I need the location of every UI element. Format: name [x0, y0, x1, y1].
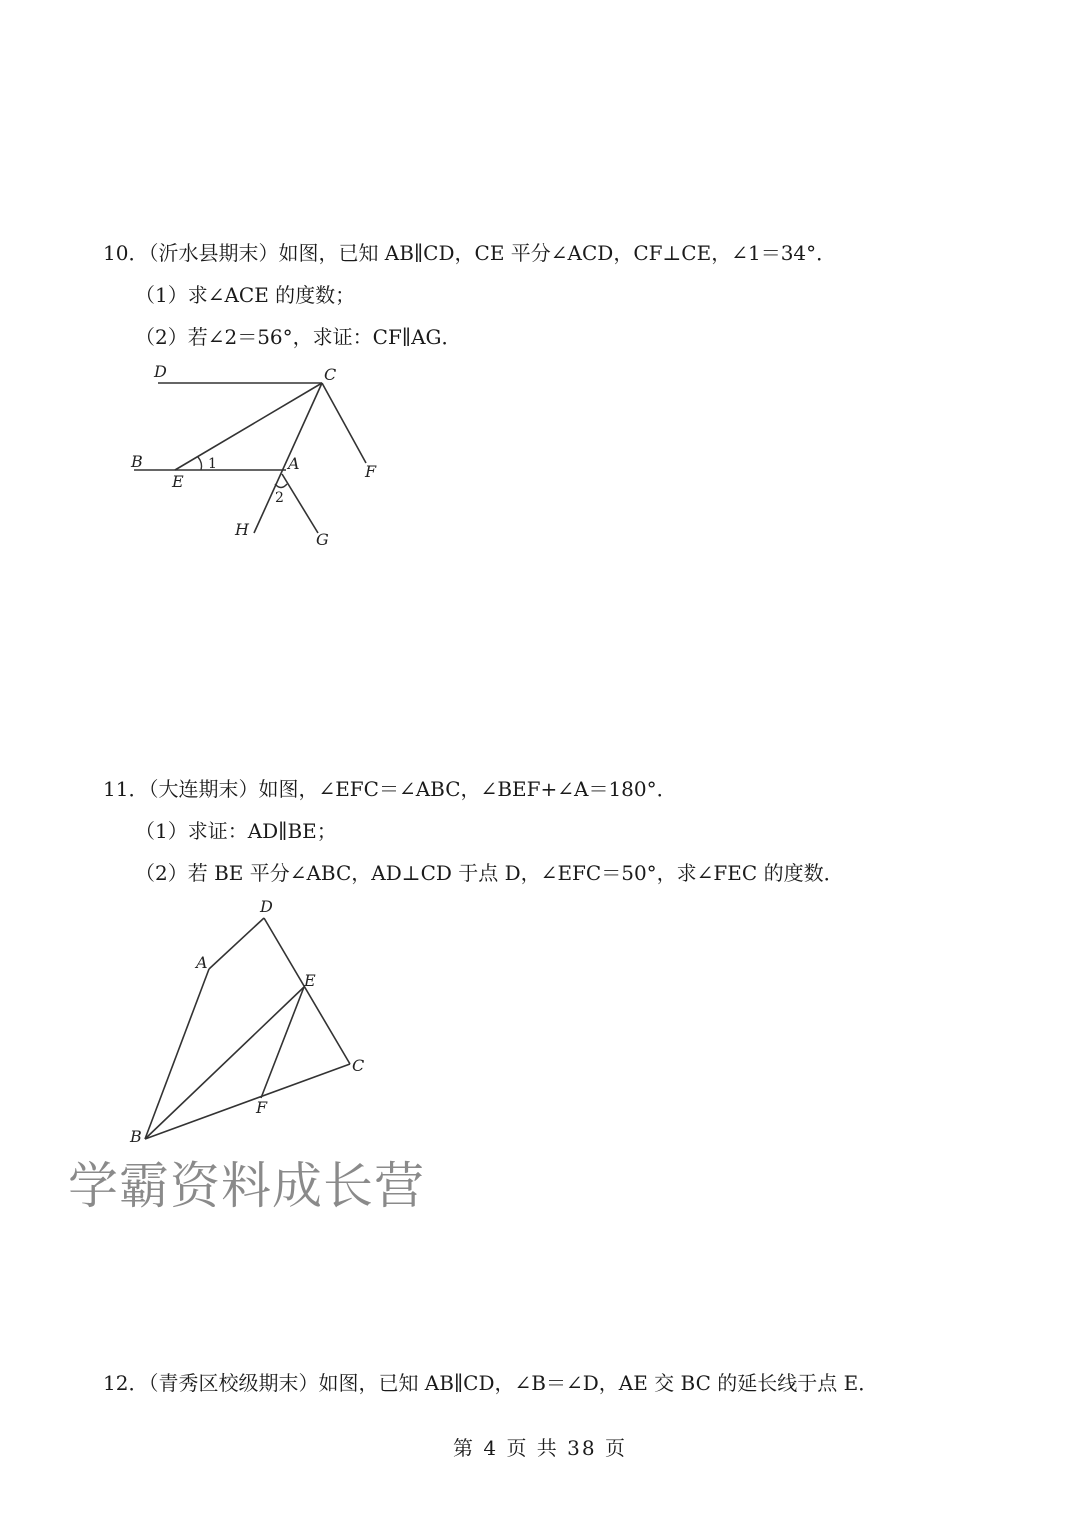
label-h: H [235, 520, 249, 539]
label-d: D [154, 362, 167, 381]
problem-12-title: 12．（青秀区校级期末）如图，已知 AB∥CD，∠B＝∠D，AE 交 BC 的延长线于点 E． [103, 1371, 879, 1395]
label-angle-1: 1 [208, 456, 217, 472]
problem-11-part-2: （2）若 BE 平分∠ABC，AD⊥CD 于点 D，∠EFC＝50°，求∠FEC 的度数． [135, 861, 844, 885]
label-e: E [172, 472, 184, 491]
problem-10-part-2: （2）若∠2＝56°，求证：CF∥AG． [135, 325, 462, 349]
label-b: B [130, 1127, 142, 1146]
watermark: 学霸资料成长营 [68, 1157, 425, 1215]
problem-10-part-1: （1）求∠ACE 的度数； [135, 283, 356, 307]
line-ad [209, 918, 264, 969]
page-footer: 第 4 页 共 38 页 [453, 1436, 627, 1460]
label-b: B [131, 452, 143, 471]
label-c: C [324, 365, 337, 384]
label-a: A [288, 454, 300, 473]
label-d: D [260, 897, 273, 916]
label-a: A [196, 953, 208, 972]
label-angle-2: 2 [275, 490, 284, 506]
problem-10-title: 10．（沂水县期末）如图，已知 AB∥CD，CE 平分∠ACD，CF⊥CE，∠1＝34°． [103, 241, 837, 265]
label-f: F [256, 1098, 268, 1117]
label-f: F [365, 462, 377, 481]
label-e: E [304, 971, 316, 990]
label-c: C [352, 1056, 365, 1075]
problem-11-part-1: （1）求证：AD∥BE； [135, 819, 337, 843]
line-ef [261, 987, 304, 1098]
problem-11-title: 11．（大连期末）如图，∠EFC＝∠ABC，∠BEF+∠A＝180°． [103, 777, 677, 801]
line-dc [264, 918, 350, 1064]
label-g: G [316, 530, 329, 549]
line-bc [145, 1064, 350, 1139]
line-ab [145, 969, 209, 1139]
line-be [145, 987, 304, 1139]
